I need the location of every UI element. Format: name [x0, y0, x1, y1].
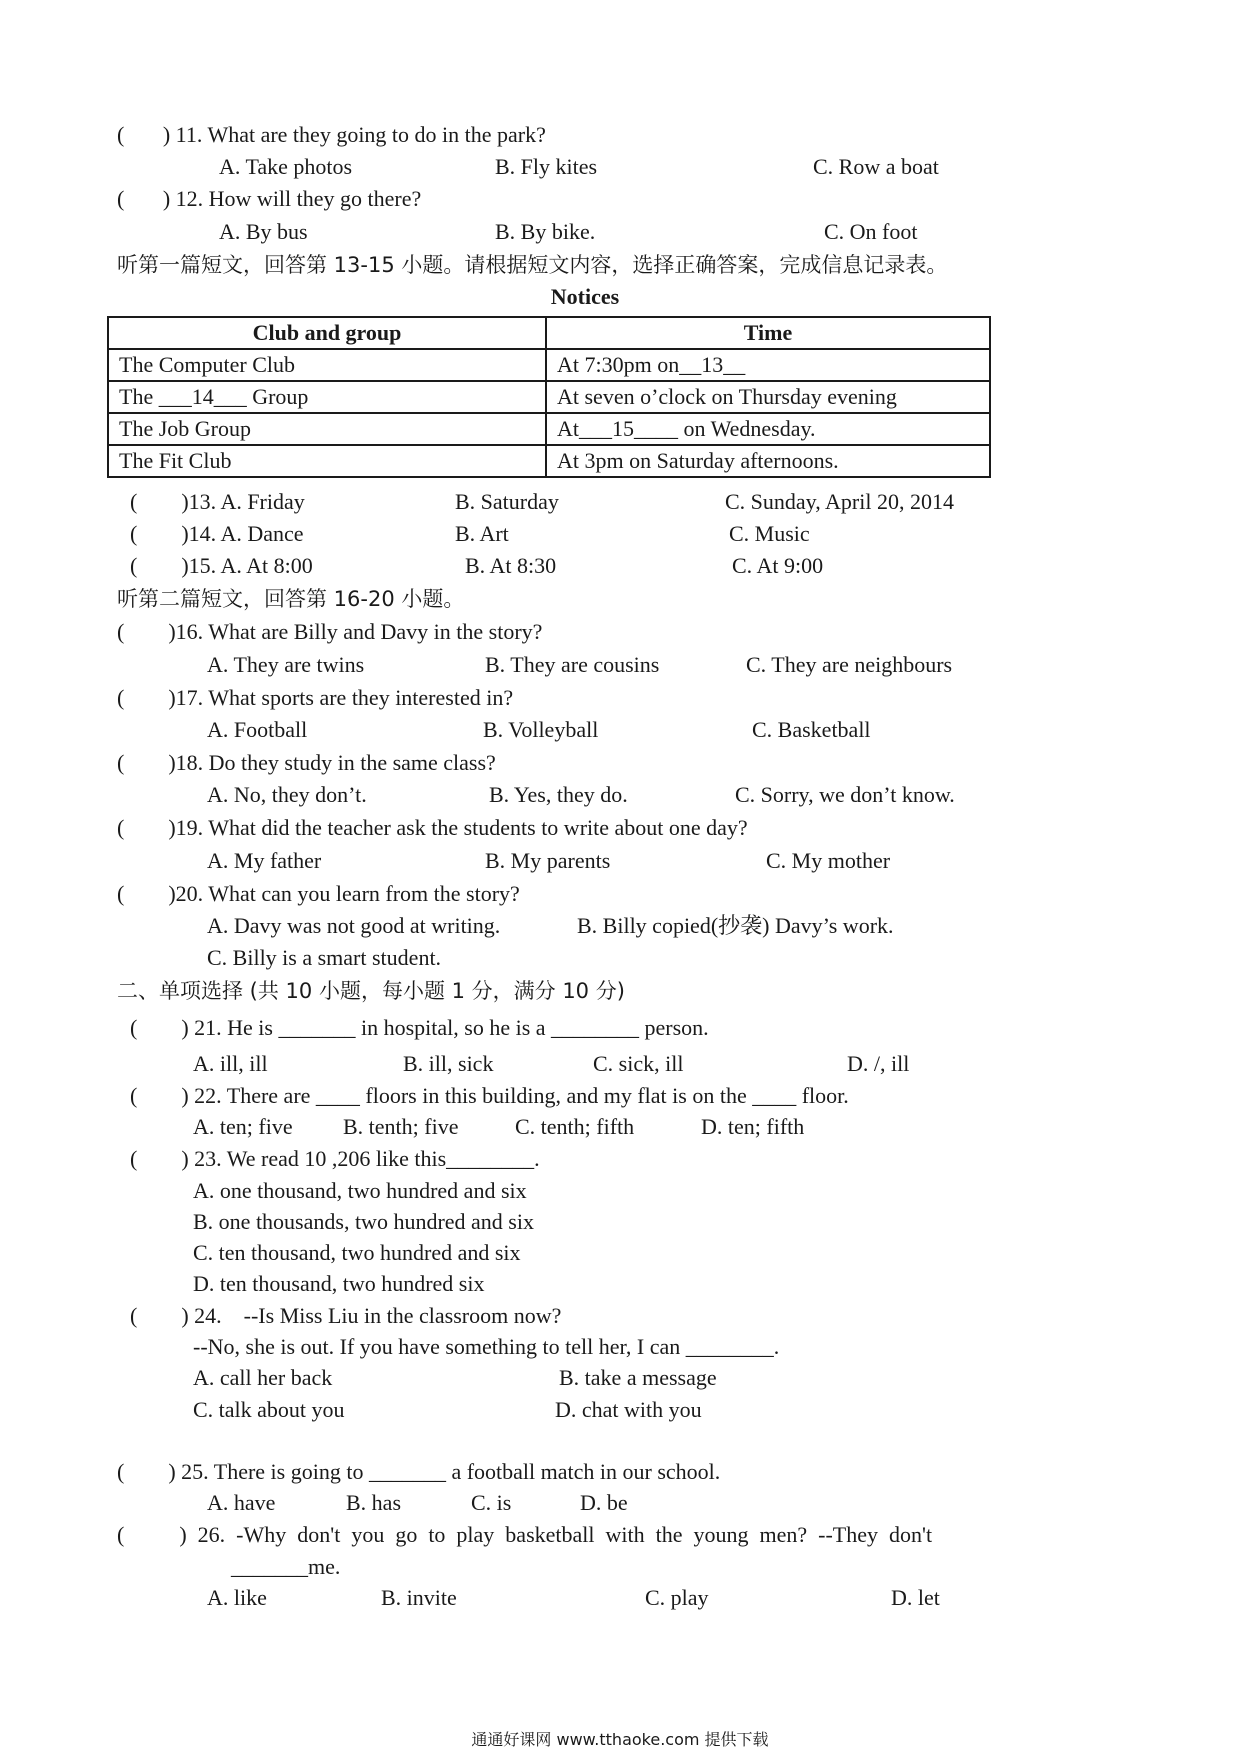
question-18-option-a[interactable]: A. No, they don’t. — [207, 782, 367, 807]
question-19-option-b[interactable]: B. My parents — [485, 848, 611, 873]
question-22-option-a[interactable]: A. ten; five — [193, 1114, 293, 1139]
question-20-option-a[interactable]: A. Davy was not good at writing. — [207, 913, 501, 938]
question-23-option-d[interactable]: D. ten thousand, two hundred six — [193, 1271, 485, 1296]
question-26-option-b[interactable]: B. invite — [381, 1585, 457, 1610]
question-19-stem: ( )19. What did the teacher ask the students to write about one day? — [117, 815, 748, 840]
question-11-option-a[interactable]: A. Take photos — [219, 154, 353, 179]
table-row — [108, 349, 990, 381]
question-20-option-c[interactable]: C. Billy is a smart student. — [207, 945, 442, 970]
question-18-option-b[interactable]: B. Yes, they do. — [489, 782, 628, 807]
question-25-stem: ( ) 25. There is going to _______ a football match in our school. — [117, 1459, 721, 1484]
question-24-option-c[interactable]: C. talk about you — [193, 1397, 345, 1422]
question-14-stem: ( )14. A. Dance — [130, 521, 304, 546]
question-26-option-a[interactable]: A. like — [207, 1585, 267, 1610]
table-row — [108, 413, 990, 445]
table-cell: The Job Group — [108, 413, 546, 445]
question-11-option-c[interactable]: C. Row a boat — [813, 154, 939, 179]
section1-instruction: 听第一篇短文，回答第 13-15 小题。请根据短文内容，选择正确答案，完成信息记录表。 — [117, 253, 948, 277]
question-11-stem: ( ) 11. What are they going to do in the park? — [117, 122, 546, 147]
notices-title: Notices — [550, 284, 620, 309]
question-24-stem: ( ) 24. --Is Miss Liu in the classroom now? — [130, 1303, 562, 1328]
question-23-option-b[interactable]: B. one thousands, two hundred and six — [193, 1209, 534, 1234]
question-24-option-a[interactable]: A. call her back — [193, 1365, 333, 1390]
question-16-stem: ( )16. What are Billy and Davy in the story? — [117, 619, 543, 644]
section2-instruction: 听第二篇短文，回答第 16-20 小题。 — [117, 587, 465, 611]
question-26-option-d[interactable]: D. let — [891, 1585, 940, 1610]
notices-header-row — [108, 317, 990, 349]
question-16-option-c[interactable]: C. They are neighbours — [746, 652, 953, 677]
question-21-option-b[interactable]: B. ill, sick — [403, 1051, 494, 1076]
question-21-option-d[interactable]: D. /, ill — [847, 1051, 910, 1076]
page-footer: 通通好课网 www.tthaoke.com 提供下载 — [471, 1730, 769, 1749]
question-22-option-b[interactable]: B. tenth; five — [343, 1114, 459, 1139]
question-15-option-c[interactable]: C. At 9:00 — [732, 553, 824, 578]
question-11-option-b[interactable]: B. Fly kites — [495, 154, 598, 179]
question-22-option-d[interactable]: D. ten; fifth — [701, 1114, 805, 1139]
question-23-stem: ( ) 23. We read 10 ,206 like this________. — [130, 1146, 540, 1171]
question-15-option-b[interactable]: B. At 8:30 — [465, 553, 557, 578]
question-13-option-c[interactable]: C. Sunday, April 20, 2014 — [725, 489, 954, 514]
question-18-stem: ( )18. Do they study in the same class? — [117, 750, 496, 775]
question-14-option-b[interactable]: B. Art — [455, 521, 509, 546]
question-26-option-c[interactable]: C. play — [645, 1585, 709, 1610]
question-24-option-d[interactable]: D. chat with you — [555, 1397, 702, 1422]
question-24-option-b[interactable]: B. take a message — [559, 1365, 717, 1390]
question-17-option-b[interactable]: B. Volleyball — [483, 717, 599, 742]
question-17-option-a[interactable]: A. Football — [207, 717, 308, 742]
notices-header-club: Club and group — [108, 317, 546, 349]
question-21-stem: ( ) 21. He is _______ in hospital, so he is a ________ person. — [130, 1015, 709, 1040]
question-21-option-c[interactable]: C. sick, ill — [593, 1051, 684, 1076]
question-20-option-b[interactable]: B. Billy copied(抄袭) Davy’s work. — [577, 913, 894, 938]
question-20-stem: ( )20. What can you learn from the story? — [117, 881, 520, 906]
table-cell: At seven o’clock on Thursday evening — [546, 381, 990, 413]
table-cell: The Computer Club — [108, 349, 546, 381]
question-22-stem: ( ) 22. There are ____ floors in this building, and my flat is on the ____ floor. — [130, 1083, 849, 1108]
table-row — [108, 445, 990, 477]
question-15-stem: ( )15. A. At 8:00 — [130, 553, 313, 578]
question-21-option-a[interactable]: A. ill, ill — [193, 1051, 268, 1076]
question-24-stem-reply: --No, she is out. If you have something to tell her, I can ________. — [193, 1334, 780, 1359]
question-12-option-a[interactable]: A. By bus — [219, 219, 308, 244]
notices-header-time: Time — [546, 317, 990, 349]
table-cell: At 3pm on Saturday afternoons. — [546, 445, 990, 477]
question-19-option-c[interactable]: C. My mother — [766, 848, 891, 873]
question-25-option-b[interactable]: B. has — [346, 1490, 401, 1515]
question-14-option-c[interactable]: C. Music — [729, 521, 810, 546]
question-25-option-a[interactable]: A. have — [207, 1490, 276, 1515]
table-row — [108, 381, 990, 413]
table-cell: At___15____ on Wednesday. — [546, 413, 990, 445]
question-26-stem: ( ) 26. -Why don't you go to play basketball with the young men? --They don't — [117, 1522, 933, 1547]
question-23-option-c[interactable]: C. ten thousand, two hundred and six — [193, 1240, 521, 1265]
question-26-stem-continued: _______me. — [231, 1554, 341, 1579]
table-cell: The ___14___ Group — [108, 381, 546, 413]
question-18-option-c[interactable]: C. Sorry, we don’t know. — [735, 782, 955, 807]
question-19-option-a[interactable]: A. My father — [207, 848, 322, 873]
part2-heading: 二、单项选择 (共 10 小题，每小题 1 分，满分 10 分) — [117, 979, 625, 1003]
question-22-option-c[interactable]: C. tenth; fifth — [515, 1114, 635, 1139]
question-17-stem: ( )17. What sports are they interested in? — [117, 685, 514, 710]
question-12-stem: ( ) 12. How will they go there? — [117, 186, 422, 211]
question-12-option-c[interactable]: C. On foot — [824, 219, 918, 244]
notices-table — [107, 316, 991, 478]
question-16-option-b[interactable]: B. They are cousins — [485, 652, 660, 677]
question-25-option-d[interactable]: D. be — [580, 1490, 628, 1515]
table-cell: At 7:30pm on__13__ — [546, 349, 990, 381]
question-13-option-b[interactable]: B. Saturday — [455, 489, 559, 514]
question-13-stem: ( )13. A. Friday — [130, 489, 305, 514]
question-17-option-c[interactable]: C. Basketball — [752, 717, 871, 742]
question-25-option-c[interactable]: C. is — [471, 1490, 512, 1515]
table-cell: The Fit Club — [108, 445, 546, 477]
question-16-option-a[interactable]: A. They are twins — [207, 652, 365, 677]
question-12-option-b[interactable]: B. By bike. — [495, 219, 596, 244]
question-23-option-a[interactable]: A. one thousand, two hundred and six — [193, 1178, 527, 1203]
